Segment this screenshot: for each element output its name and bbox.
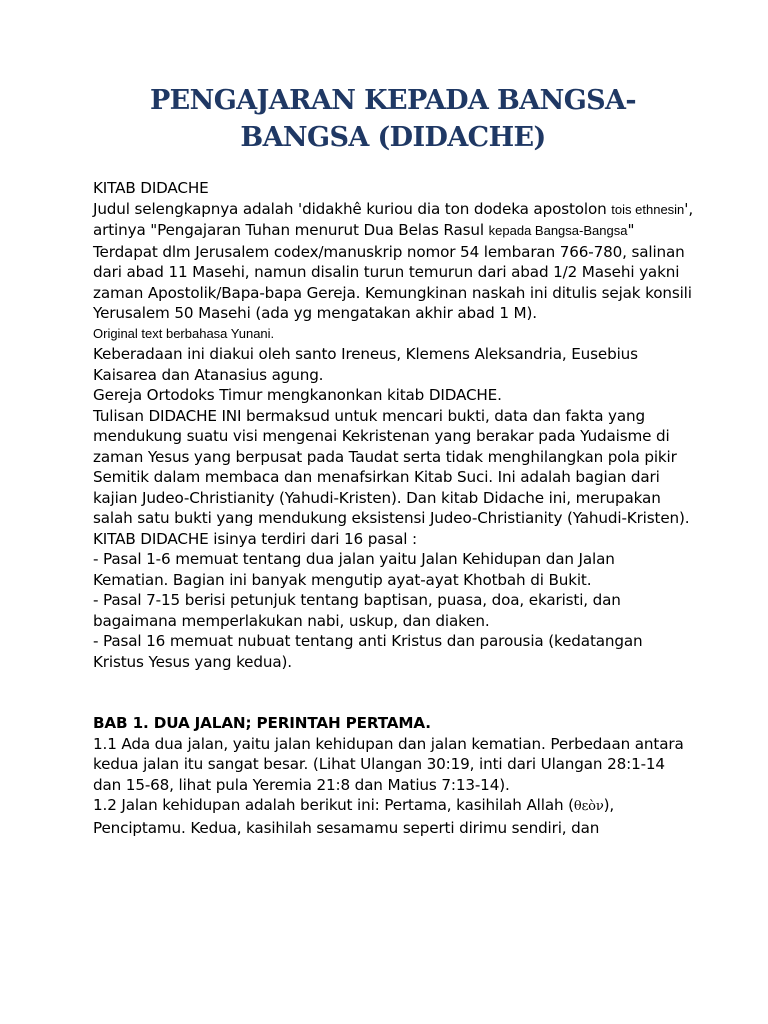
document-page (93, 82, 693, 838)
codex-paragraph: Terdapat dlm Jerusalem codex/manuskrip nomor 54 lembaran 766-780, salinan dari abad 11 Masehi, namun disalin turun temurun dari abad 1/2 Masehi yakni zaman Apostolik/Bapa-bapa Gereja. Kemungkinan naskah ini ditulis sejak konsili Yerusalem 50 Masehi (ada yg mengatakan akhir abad 1 M). (93, 242, 692, 322)
judul-text-b: tois ethnesin (611, 201, 685, 217)
verse-1-2 (93, 795, 693, 838)
judul-text-c: ', artinya "Pengajaran Tuhan menurut Dua Belas Rasul (93, 199, 693, 239)
judul-text-e: " (627, 221, 635, 239)
judul-text-d: kepada Bangsa-Bangsa (488, 223, 628, 238)
verse-1-1: 1.1 Ada dua jalan, yaitu jalan kehidupan dan jalan kematian. Perbedaan antara kedua jalan itu sangat besar. (Lihat Ulangan 30:19, inti dari Ulangan 28:1-14 dan 15-68, lihat pula Yeremia 21:8 dan Matius 7:13-14). (93, 734, 684, 794)
verse-1-2-text-b: ), Penciptamu. Kedua, kasihilah sesamamu seperti dirimu sendiri, dan (93, 796, 615, 837)
gereja-paragraph: Gereja Ortodoks Timur mengkanonkan kitab DIDACHE. (93, 386, 502, 404)
pasal-16-item: - Pasal 16 memuat nubuat tentang anti Kristus dan parousia (kedatangan Kristus Yesus yang kedua). (93, 632, 643, 671)
section-gap (93, 672, 693, 713)
kitab-label: KITAB DIDACHE (93, 179, 209, 197)
isi-paragraph: KITAB DIDACHE isinya terdiri dari 16 pasal : (93, 529, 417, 548)
judul-paragraph (93, 199, 693, 242)
keberadaan-paragraph: Keberadaan ini diakui oleh santo Ireneus, Klemens Aleksandria, Eusebius Kaisarea dan Atanasius agung. (93, 345, 638, 384)
document-title: PENGAJARAN KEPADA BANGSA-BANGSA (DIDACHE) (149, 85, 637, 153)
pasal-1-6-item: - Pasal 1-6 memuat tentang dua jalan yaitu Jalan Kehidupan dan Jalan Kematian. Bagian ini banyak mengutip ayat-ayat Khotbah di Bukit. (93, 550, 615, 589)
bab-1-heading: BAB 1. DUA JALAN; PERINTAH PERTAMA. (93, 714, 431, 732)
verse-1-2-greek: θεὸν (573, 799, 604, 814)
verse-1-2-text-a: 1.2 Jalan kehidupan adalah berikut ini: Pertama, kasihilah Allah ( (93, 796, 574, 814)
original-text-note: Original text berbahasa Yunani. (93, 325, 275, 341)
judul-text-a: Judul selengkapnya adalah 'didakhê kuriou dia ton dodeka apostolon (93, 199, 612, 218)
pasal-7-15-item: - Pasal 7-15 berisi petunjuk tentang baptisan, puasa, doa, ekaristi, dan bagaimana memperlakukan nabi, uskup, dan diaken. (93, 591, 621, 630)
tulisan-paragraph: Tulisan DIDACHE INI bermaksud untuk mencari bukti, data dan fakta yang mendukung suatu visi mengenai Kekristenan yang berakar pada Yudaisme di zaman Yesus yang berpusat pada Taudat serta tidak menghilangkan pola pikir Semitik dalam membaca dan menafsirkan Kitab Suci. Ini adalah bagian dari kajian Judeo-Christianity (Yahudi-Kristen). Dan kitab Didache ini, merupakan salah satu bukti yang mendukung eksistensi Judeo-Christianity (Yahudi-Kristen). (93, 406, 690, 527)
